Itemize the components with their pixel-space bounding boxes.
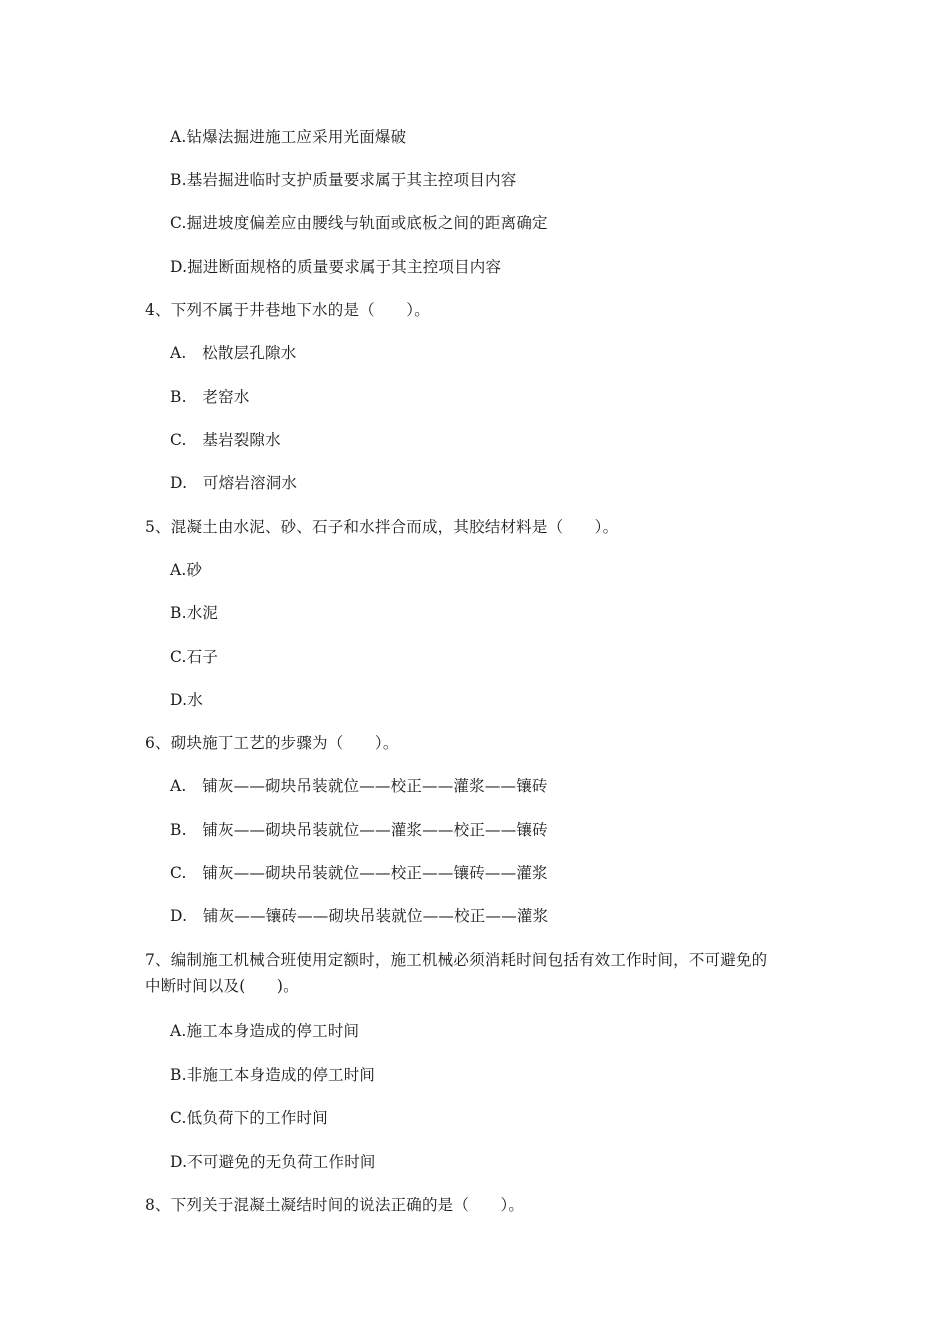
q7-option-b: B.非施工本身造成的停工时间 bbox=[170, 1066, 376, 1084]
q5-stem: 5、混凝土由水泥、砂、石子和水拌合而成，其胶结材料是（ ）。 bbox=[145, 518, 619, 536]
q3-option-a: A.钻爆法掘进施工应采用光面爆破 bbox=[170, 128, 407, 146]
q7-option-d: D.不可避免的无负荷工作时间 bbox=[170, 1153, 376, 1171]
q4-stem: 4、下列不属于井巷地下水的是（ ）。 bbox=[145, 301, 430, 319]
q7-option-c: C.低负荷下的工作时间 bbox=[170, 1109, 328, 1127]
q4-option-d: D. 可熔岩溶洞水 bbox=[170, 474, 298, 492]
q5-option-d: D.水 bbox=[170, 691, 203, 709]
q7-stem-line-1: 7、编制施工机械合班使用定额时，施工机械必须消耗时间包括有效工作时间，不可避免的 bbox=[145, 951, 768, 969]
q6-option-b: B. 铺灰——砌块吊装就位——灌浆——校正——镶砖 bbox=[170, 821, 548, 839]
q3-option-b: B.基岩掘进临时支护质量要求属于其主控项目内容 bbox=[170, 171, 517, 189]
q8-stem: 8、下列关于混凝土凝结时间的说法正确的是（ ）。 bbox=[145, 1196, 525, 1214]
q6-option-d: D. 铺灰——镶砖——砌块吊装就位——校正——灌浆 bbox=[170, 907, 549, 925]
q7-stem-line-2: 中断时间以及( )。 bbox=[145, 977, 299, 995]
q7-option-a: A.施工本身造成的停工时间 bbox=[170, 1022, 360, 1040]
q3-option-d: D.掘进断面规格的质量要求属于其主控项目内容 bbox=[170, 258, 502, 276]
q6-option-a: A. 铺灰——砌块吊装就位——校正——灌浆——镶砖 bbox=[170, 777, 548, 795]
q6-stem: 6、砌块施丁工艺的步骤为（ ）。 bbox=[145, 734, 399, 752]
q5-option-c: C.石子 bbox=[170, 648, 219, 666]
q5-option-a: A.砂 bbox=[170, 561, 203, 579]
q4-option-c: C. 基岩裂隙水 bbox=[170, 431, 281, 449]
q4-option-a: A. 松散层孔隙水 bbox=[170, 344, 297, 362]
q6-option-c: C. 铺灰——砌块吊装就位——校正——镶砖——灌浆 bbox=[170, 864, 548, 882]
q3-option-c: C.掘进坡度偏差应由腰线与轨面或底板之间的距离确定 bbox=[170, 214, 548, 232]
q5-option-b: B.水泥 bbox=[170, 604, 219, 622]
q4-option-b: B. 老窑水 bbox=[170, 388, 250, 406]
